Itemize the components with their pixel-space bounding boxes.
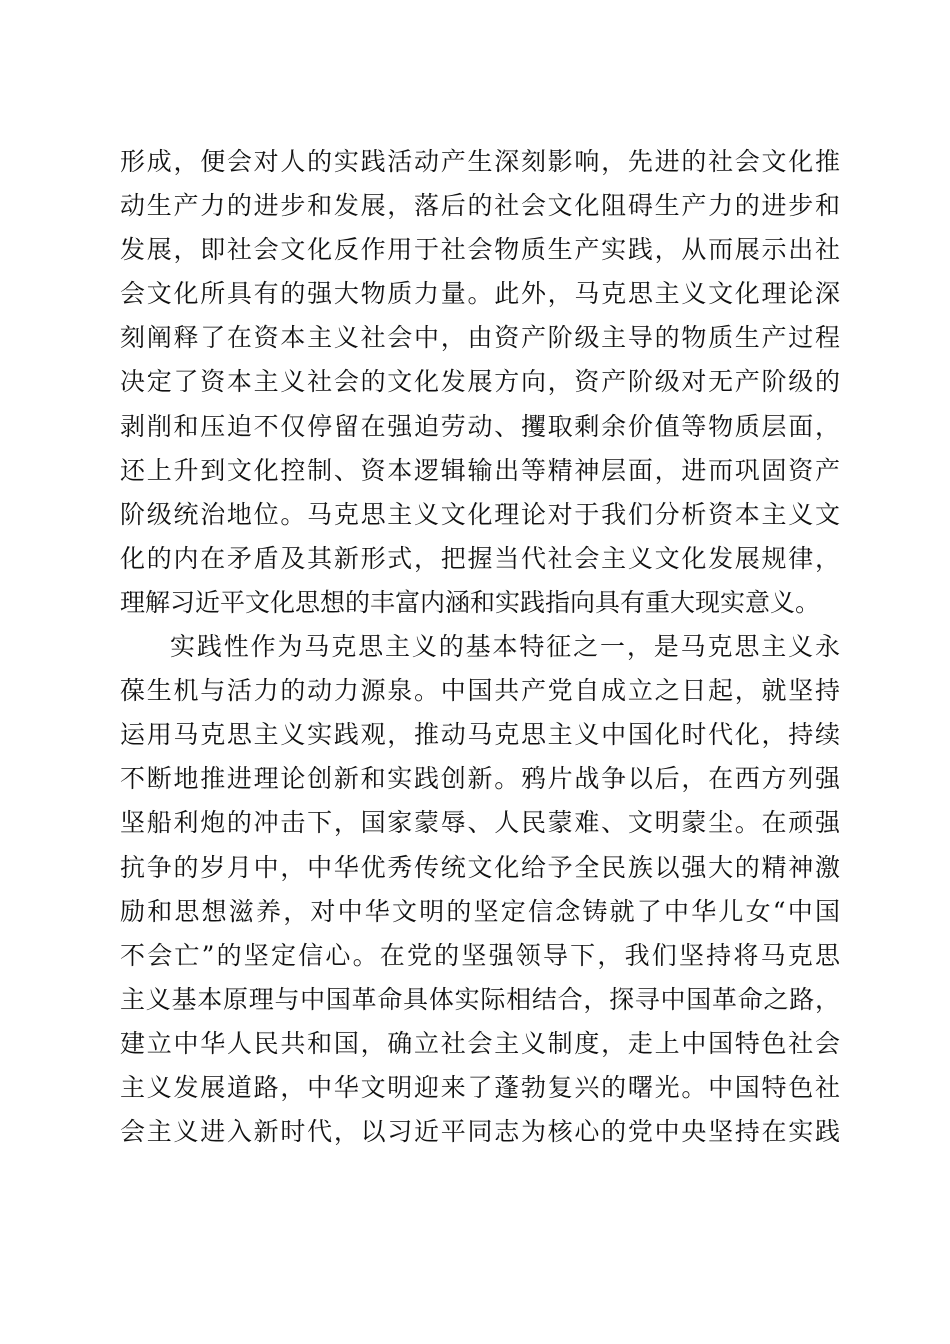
text-line: 刻阐释了在资本主义社会中，由资产阶级主导的物质生产过程 (120, 323, 840, 353)
text-line: 坚船利炮的冲击下，国家蒙辱、人民蒙难、文明蒙尘。在顽强 (120, 808, 840, 838)
text-line: 还上升到文化控制、资本逻辑输出等精神层面，进而巩固资产 (120, 455, 840, 485)
text-line: 主义基本原理与中国革命具体实际相结合，探寻中国革命之路， (120, 984, 840, 1014)
text-line: 化的内在矛盾及其新形式，把握当代社会主义文化发展规律， (120, 543, 840, 573)
text-line: 运用马克思主义实践观，推动马克思主义中国化时代化，持续 (120, 720, 840, 750)
text-line: 剥削和压迫不仅停留在强迫劳动、攫取剩余价值等物质层面， (120, 411, 840, 441)
text-line: 会主义进入新时代，以习近平同志为核心的党中央坚持在实践 (120, 1117, 840, 1147)
text-line: 决定了资本主义社会的文化发展方向，资产阶级对无产阶级的 (120, 367, 840, 397)
body-text (120, 140, 840, 1154)
text-line: 发展，即社会文化反作用于社会物质生产实践，从而展示出社 (120, 235, 840, 265)
paragraph-end-line: 理解习近平文化思想的丰富内涵和实践指向具有重大现实意义。 (120, 587, 821, 617)
text-line: 建立中华人民共和国，确立社会主义制度，走上中国特色社会 (120, 1028, 840, 1058)
text-line: 主义发展道路，中华文明迎来了蓬勃复兴的曙光。中国特色社 (120, 1072, 840, 1102)
paragraph-first-line: 实践性作为马克思主义的基本特征之一，是马克思主义永 (170, 632, 840, 662)
text-line: 动生产力的进步和发展，落后的社会文化阻碍生产力的进步和 (120, 191, 840, 221)
text-line: 抗争的岁月中，中华优秀传统文化给予全民族以强大的精神激 (120, 852, 840, 882)
text-line: 阶级统治地位。马克思主义文化理论对于我们分析资本主义文 (120, 499, 840, 529)
text-line: 葆生机与活力的动力源泉。中国共产党自成立之日起，就坚持 (120, 676, 840, 706)
text-line: 不会亡”的坚定信心。在党的坚强领导下，我们坚持将马克思 (120, 940, 840, 970)
text-line: 形成，便会对人的实践活动产生深刻影响，先进的社会文化推 (120, 147, 840, 176)
text-line: 会文化所具有的强大物质力量。此外，马克思主义文化理论深 (120, 279, 840, 309)
text-line: 励和思想滋养，对中华文明的坚定信念铸就了中华儿女“中国 (120, 896, 840, 926)
text-line: 不断地推进理论创新和实践创新。鸦片战争以后，在西方列强 (120, 764, 840, 794)
